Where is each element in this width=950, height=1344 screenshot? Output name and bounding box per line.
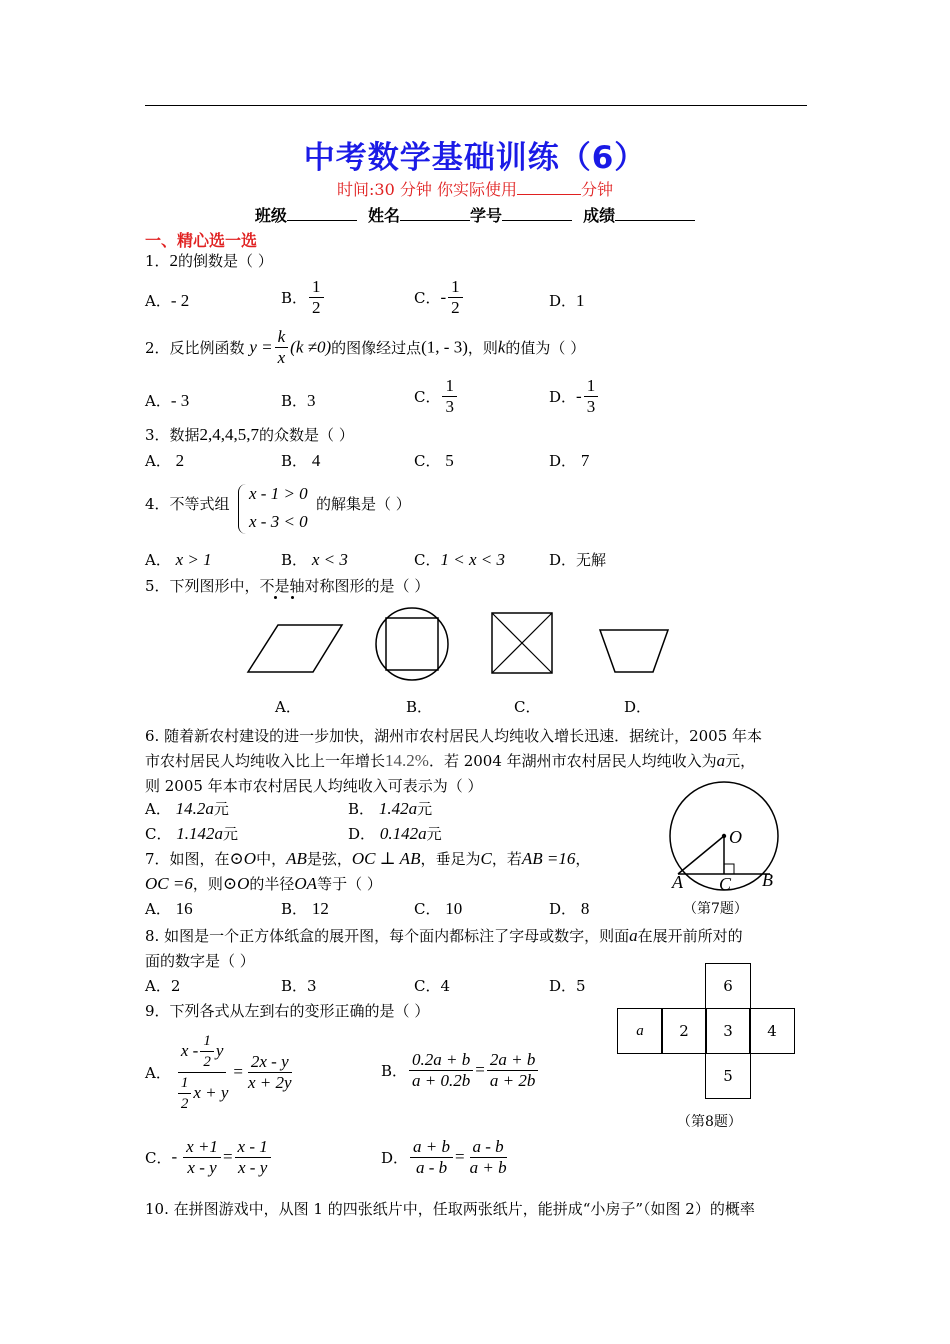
question-7-line1: 7．如图，在⊙O中，AB是弦，OC ⊥ AB，垂足为C，若AB =16， [145,849,591,868]
q9-option-a[interactable]: A． x - $\frac{1}{2}$ y $\frac{1}{2}$ x + y = $\frac{2x - y}{x + 2y}$ [145,1032,292,1112]
label-a: A [672,872,683,892]
q8-option-c[interactable]: C．4 [414,977,451,995]
q9-option-c[interactable]: C． - $\frac{x +1}{x - y}$ = $\frac{x - 1}{x - y}$ [145,1132,273,1182]
id-blank[interactable] [502,206,572,221]
question-4-label: 4．不等式组 [145,495,230,513]
inscribed-square-shape [386,618,438,670]
id-label: 学号 [470,206,503,225]
label-o: O [729,827,742,847]
q4-option-c[interactable]: C．1 < x < 3 [414,550,505,569]
label-c: C [719,874,732,894]
q8-option-d[interactable]: D．5 [549,977,586,995]
emphasis-dot [291,596,294,599]
net-face-a: a [617,1008,663,1054]
q1-option-b[interactable]: B． $\frac{1}{2}$ [281,277,326,318]
question-7-line2: OC =6，则⊙O的半径OA等于（ ） [145,874,382,893]
net-face: 4 [749,1008,795,1054]
q1-option-d[interactable]: D．1 [549,291,585,310]
question-6-line3: 则 2005 年本市农村居民人均纯收入可表示为（ ） [145,777,483,795]
time-unit: 分钟 [580,180,613,199]
q2-option-c[interactable]: C． $\frac{1}{3}$ [414,376,459,417]
question-6-line1: 6. 随着新农村建设的进一步加快，湖州市农村居民人均纯收入增长迅速．据统计，2005 年本 [145,727,763,745]
q3-option-d[interactable]: D． 7 [549,451,590,470]
circle-shape [376,608,448,680]
q7-option-b[interactable]: B． 12 [281,899,329,918]
q5-option-a[interactable]: A． [275,698,301,716]
radius-oa [678,836,724,874]
q6-option-d[interactable]: D． 0.142a元 [348,824,442,843]
right-angle-mark [724,864,734,874]
q6-option-c[interactable]: C． 1.142a元 [145,824,239,843]
q4-ineq1: x - 1 > 0 [249,484,308,503]
score-label: 成绩 [583,206,616,225]
q1-option-a[interactable]: A．- 2 [145,291,190,310]
q4-option-a[interactable]: A． x > 1 [145,550,212,569]
net-face: 6 [705,963,751,1009]
name-label: 姓名 [367,206,400,225]
time-label: 时间:30 分钟 你实际使用 [337,180,517,199]
q5-figures [240,605,680,685]
q8-option-a[interactable]: A．2 [145,977,181,995]
net-face: 5 [705,1053,751,1099]
parallelogram-shape [248,625,342,672]
question-9: 9．下列各式从左到右的变形正确的是（ ） [145,1002,430,1020]
q6-option-a[interactable]: A． 14.2a元 [145,799,229,818]
system-brace [238,484,247,534]
student-info-line [0,203,950,226]
name-blank[interactable] [400,206,470,221]
q2-option-b[interactable]: B．3 [281,391,316,410]
q3-option-a[interactable]: A． 2 [145,451,185,470]
emphasis-dot [274,596,277,599]
net-face: 2 [661,1008,707,1054]
q4-option-b[interactable]: B． x < 3 [281,550,348,569]
class-label: 班级 [254,206,287,225]
trapezoid-shape [600,630,668,672]
q7-caption: （第7题） [683,901,748,917]
q5-option-c[interactable]: C． [514,698,541,716]
question-8-line1: 8. 如图是一个正方体纸盒的展开图，每个面内都标注了字母或数字，则面a在展开前所对的 [145,926,743,945]
q3-option-c[interactable]: C． 5 [414,451,454,470]
q7-circle-figure [662,780,812,895]
question-10: 10. 在拼图游戏中，从图 1 的四张纸片中，任取两张纸片，能拼成“小房子”（如图 2）的概率 [145,1200,755,1218]
question-6-line2: 市农村居民人均纯收入比上一年增长14.2%．若 2004 年湖州市农村居民人均纯收入为a元， [145,751,756,770]
page-title: 中考数学基础训练（6） [303,140,647,176]
question-3: 3．数据2,4,4,5,7的众数是（ ） [145,425,354,444]
class-blank[interactable] [287,206,357,221]
q7-option-c[interactable]: C． 10 [414,899,463,918]
q5-option-b[interactable]: B． [406,698,433,716]
q4-ineq2: x - 3 < 0 [249,512,308,531]
q9-a-lhs: x - $\frac{1}{2}$ y $\frac{1}{2}$ x + y [173,1031,232,1114]
q2-option-a[interactable]: A．- 3 [145,391,190,410]
q5-option-d[interactable]: D． [624,698,652,716]
time-used-blank[interactable] [517,180,581,195]
net-face: 3 [705,1008,751,1054]
center-dot [722,834,726,838]
time-line [0,177,950,200]
q4-text: 的解集是（ ） [316,495,411,513]
q1-option-c[interactable]: C．- $\frac{1}{2}$ [414,277,465,318]
q3-option-b[interactable]: B． 4 [281,451,321,470]
question-1: 1．2的倒数是（ ） [145,251,273,270]
top-rule [145,105,807,106]
q8-caption: （第8题） [677,1114,742,1130]
q2-option-d[interactable]: D．- $\frac{1}{3}$ [549,376,600,417]
q4-option-d[interactable]: D．无解 [549,551,607,569]
section-heading: 一、精心选一选 [145,231,258,250]
q9-option-d[interactable]: D． $\frac{a + b}{a - b}$ = $\frac{a - b}{a + b}$ [381,1136,507,1177]
label-b: B [762,870,773,890]
question-8-line2: 面的数字是（ ） [145,952,255,970]
q9-option-b[interactable]: B． $\frac{0.2a + b}{a + 0.2b}$ = $\frac{2a + b}{a + 2b}$ [381,1045,540,1095]
score-blank[interactable] [615,206,695,221]
question-5: 5．下列图形中，不是轴对称图形的是（ ） [145,577,430,595]
question-2: 2．反比例函数 y = $\frac{k}{x}$ (k ≠0)的图像经过点(1, - 3)，则k的值为（ ） [145,327,586,367]
q8-option-b[interactable]: B．3 [281,977,317,995]
q7-option-d[interactable]: D． 8 [549,899,590,918]
q6-option-b[interactable]: B． 1.42a元 [348,799,433,818]
q7-option-a[interactable]: A． 16 [145,899,193,918]
